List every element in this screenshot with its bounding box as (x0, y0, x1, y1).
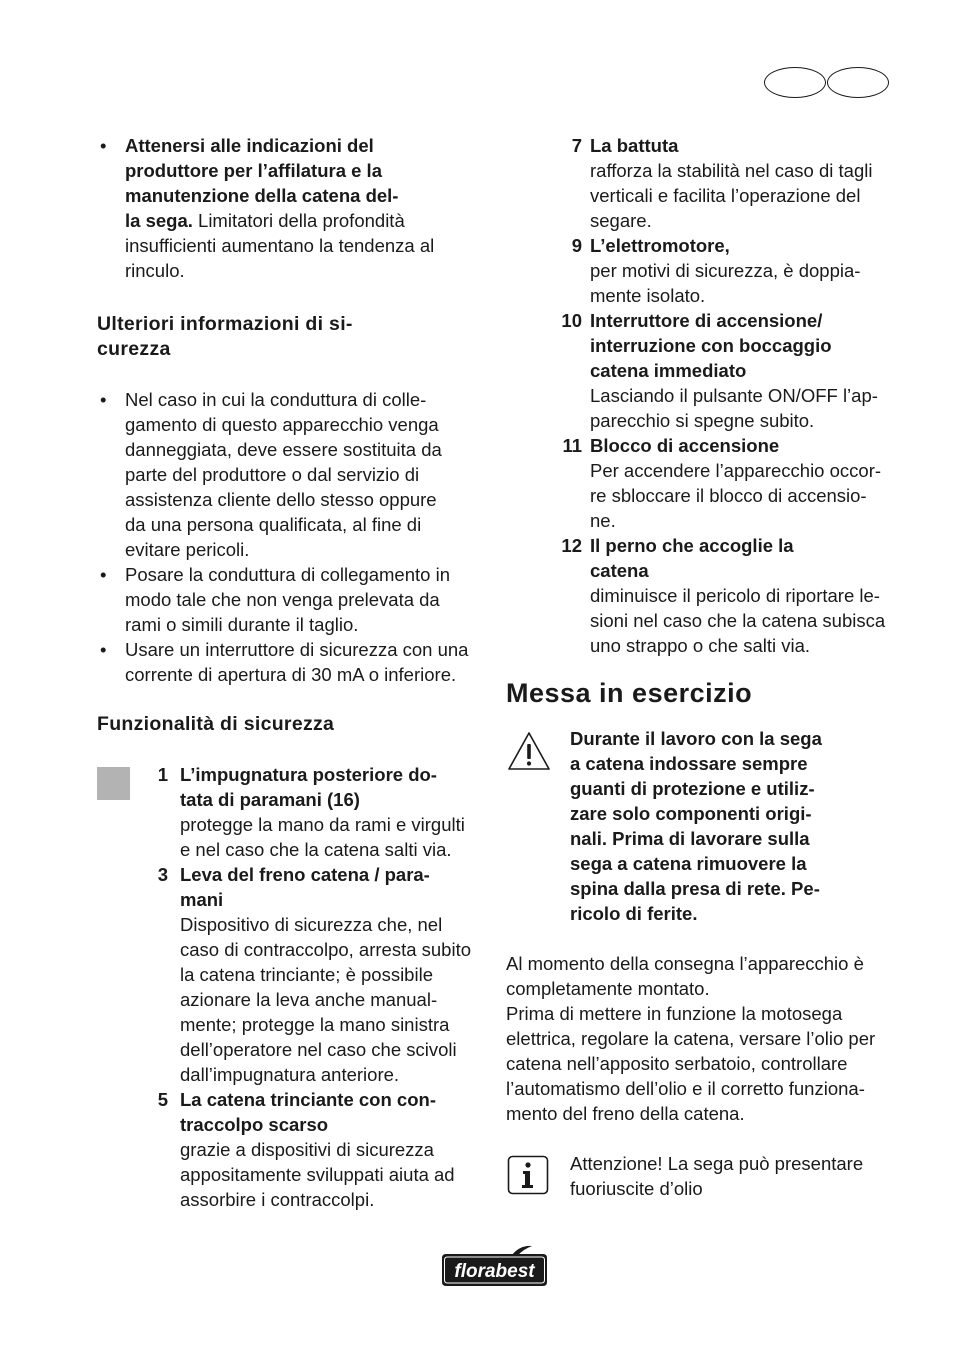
info-icon (507, 1155, 549, 1195)
language-oval-left (764, 67, 826, 98)
text-line: Al momento della consegna l’apparecchio è (506, 953, 864, 974)
item-number: 9 (571, 235, 582, 256)
item-title: Blocco di accensione (590, 435, 780, 456)
safety-features-heading: Funzionalità di sicurezza (97, 713, 335, 735)
warning-line: guanti di protezione e utiliz- (570, 778, 815, 799)
item-desc: azionare la leva anche manual- (180, 989, 438, 1010)
florabest-logo (438, 1244, 551, 1290)
item-desc: mente isolato. (590, 285, 706, 306)
feature-item (97, 762, 482, 862)
item-desc: sioni nel caso che la catena subisca (590, 610, 886, 631)
item-desc: mente; protegge la mano sinistra (180, 1014, 450, 1035)
item-number: 3 (157, 864, 168, 885)
item-desc: per motivi di sicurezza, è doppia- (590, 260, 861, 281)
item-desc: caso di contraccolpo, arresta subito (180, 939, 472, 960)
text-line: • Nel caso in cui la conduttura di colle- (125, 389, 427, 410)
item-title: L’elettromotore, (590, 235, 730, 256)
feature-item (506, 133, 890, 233)
warning-line: nali. Prima di lavorare sulla (570, 828, 810, 849)
intro-mixed-line (125, 208, 482, 233)
heading-line: curezza (97, 338, 171, 360)
info-line: Attenzione! La sega può presentare (570, 1153, 864, 1174)
item-title: catena (590, 560, 649, 581)
warning-block (506, 726, 890, 926)
item-number: 1 (157, 764, 168, 785)
right-column (506, 133, 890, 1201)
text-line: • Usare un interruttore di sicurezza con una (125, 639, 469, 660)
item-title: La catena trinciante con con- (180, 1089, 436, 1110)
language-badge (764, 67, 889, 98)
warning-line: ricolo di ferite. (570, 903, 698, 924)
text-line: mento del freno della catena. (506, 1103, 745, 1124)
item-desc: e nel caso che la catena salti via. (180, 839, 452, 860)
item-desc: protegge la mano da rami e virgulti (180, 814, 465, 835)
item-title: Interruttore di accensione/ (590, 310, 823, 331)
item-desc: uno strappo o che salti via. (590, 635, 811, 656)
info-line: fuoriuscite d’olio (570, 1178, 703, 1199)
further-info-heading (97, 312, 482, 362)
delivery-paragraph (506, 951, 890, 1126)
item-title: La battuta (590, 135, 679, 156)
intro-bold-line: • Attenersi alle indicazioni del (125, 135, 374, 156)
item-desc: dell’operatore nel caso che scivoli (180, 1039, 457, 1060)
item-title: Il perno che accoglie la (590, 535, 794, 556)
item-title: catena immediato (590, 360, 747, 381)
feature-item (506, 533, 890, 658)
text-line: rami o simili durante il taglio. (125, 614, 359, 635)
text-line: elettrica, regolare la catena, versare l’olio per (506, 1028, 876, 1049)
left-column (97, 133, 482, 1212)
item-desc: dall’impugnatura anteriore. (180, 1064, 400, 1085)
text-line: gamento di questo apparecchio venga (125, 414, 439, 435)
text-line: Prima di mettere in funzione la motosega (506, 1003, 843, 1024)
item-number: 5 (157, 1089, 168, 1110)
feature-item (97, 1087, 482, 1212)
item-title: traccolpo scarso (180, 1114, 329, 1135)
language-oval-right (827, 67, 889, 98)
item-desc: verticali e facilita l’operazione del (590, 185, 861, 206)
warning-line: zare solo componenti origi- (570, 803, 812, 824)
item-number: 7 (571, 135, 582, 156)
intro-bold-line: produttore per l’affilatura e la (125, 160, 382, 181)
warning-line: a catena indossare sempre (570, 753, 808, 774)
logo-wordmark: florabest (454, 1261, 535, 1282)
text-line: • Posare la conduttura di collegamento in (125, 564, 450, 585)
intro-text-line: rinculo. (125, 260, 185, 281)
item-number: 11 (562, 435, 582, 456)
intro-text: Limitatori della profondità (192, 210, 405, 231)
feature-item (506, 308, 890, 433)
item-title: tata di paramani (16) (180, 789, 360, 810)
item-title: interruzione con boccaggio (590, 335, 832, 356)
text-line: evitare pericoli. (125, 539, 250, 560)
text-line: assistenza cliente dello stesso oppure (125, 489, 437, 510)
feature-item (506, 233, 890, 308)
text-line: completamente montato. (506, 978, 710, 999)
item-title: Leva del freno catena / para- (180, 864, 430, 885)
item-desc: Lasciando il pulsante ON/OFF l’ap- (590, 385, 878, 406)
feature-item (97, 862, 482, 1087)
heading-line: Ulteriori informazioni di si- (97, 313, 353, 335)
section-title: Messa in esercizio (506, 678, 753, 708)
text-line: parte del produttore o dal servizio di (125, 464, 420, 485)
item-desc: re sbloccare il blocco di accensio- (590, 485, 867, 506)
text-line: danneggiata, deve essere sostituita da (125, 439, 442, 460)
safety-features-list (97, 762, 482, 1212)
item-number: 12 (561, 535, 582, 556)
warning-triangle-icon (506, 730, 552, 772)
intro-bold-line: manutenzione della catena del- (125, 185, 399, 206)
warning-line: spina dalla presa di rete. Pe- (570, 878, 820, 899)
text-line: da una persona qualificata, al fine di (125, 514, 422, 535)
item-desc: diminuisce il pericolo di riportare le- (590, 585, 880, 606)
item-desc: segare. (590, 210, 652, 231)
item-desc: assorbire i contraccolpi. (180, 1189, 375, 1210)
list-item (97, 562, 482, 637)
item-desc: grazie a dispositivi di sicurezza (180, 1139, 434, 1160)
figure-marker-box (97, 767, 130, 800)
intro-bold-line: la sega. (125, 210, 193, 231)
item-desc: appositamente sviluppati aiuta ad (180, 1164, 455, 1185)
item-title: mani (180, 889, 224, 910)
text-line: corrente di apertura di 30 mA o inferiore. (125, 664, 457, 685)
item-desc: Dispositivo di sicurezza che, nel (180, 914, 443, 935)
warning-line: Durante il lavoro con la sega (570, 728, 822, 749)
list-item (97, 637, 482, 687)
list-item (97, 387, 482, 562)
text-line: catena nell’apposito serbatoio, controllare (506, 1053, 848, 1074)
text-line: modo tale che non venga prelevata da (125, 589, 440, 610)
safety-bullet-list (97, 387, 482, 687)
item-desc: la catena trinciante; è possibile (180, 964, 433, 985)
warning-line: sega a catena rimuovere la (570, 853, 807, 874)
info-note (506, 1151, 890, 1201)
item-desc: parecchio si spegne subito. (590, 410, 815, 431)
feature-item (506, 433, 890, 533)
intro-text-line: insufficienti aumentano la tendenza al (125, 235, 435, 256)
item-title: L’impugnatura posteriore do- (180, 764, 437, 785)
item-number: 10 (561, 310, 582, 331)
item-desc: rafforza la stabilità nel caso di tagli (590, 160, 873, 181)
text-line: l’automatismo dell’olio e il corretto funziona- (506, 1078, 865, 1099)
item-desc: Per accendere l’apparecchio occor- (590, 460, 882, 481)
intro-bullet (97, 133, 482, 283)
item-desc: ne. (590, 510, 616, 531)
